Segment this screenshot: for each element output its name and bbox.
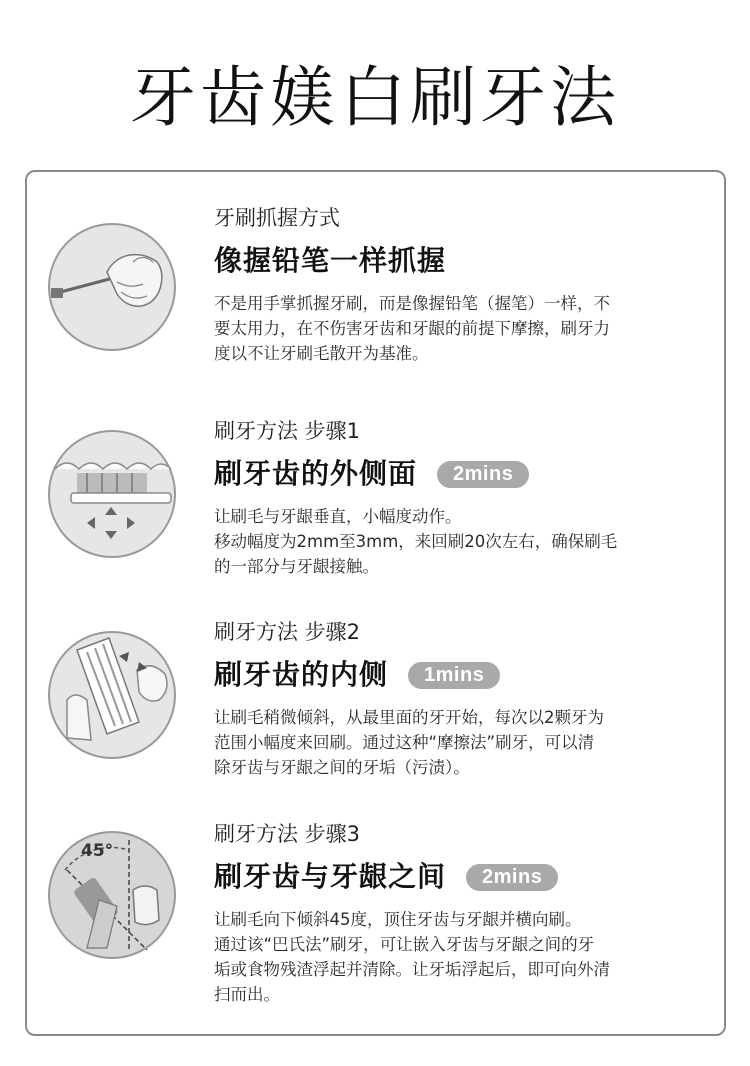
angle-label: 45° <box>81 841 114 861</box>
duration-badge: 1mins <box>408 662 500 689</box>
section-subtitle: 刷牙方法 步骤3 <box>214 822 361 846</box>
page-title: 牙齿媄白刷牙法 <box>130 59 620 136</box>
section-headline: 刷牙齿的外侧面 <box>214 457 418 490</box>
section-description: 让刷毛稍微倾斜，从最里面的牙开始，每次以2颗牙为 范围小幅度来回刷。通过这种“摩擦法”刷牙，可以清 除牙齿与牙龈之间的牙垢（污渍）。 <box>214 708 604 777</box>
inner-surface-brushing-icon <box>47 630 177 760</box>
section-headline: 刷牙齿与牙龈之间 <box>214 860 447 893</box>
duration-badge: 2mins <box>466 864 558 891</box>
outer-surface-brushing-icon <box>47 429 177 559</box>
section-description: 让刷毛向下倾斜45度，顶住牙齿与牙龈并横向刷。 通过该“巴氏法”刷牙，可让嵌入牙齿与牙龈之间的牙 垢或食物残渣浮起并清除。让牙垢浮起后，即可向外清 扫而出。 <box>214 910 610 1004</box>
duration-badge: 2mins <box>437 461 529 488</box>
content-card <box>25 170 726 1036</box>
section-headline: 刷牙齿的内侧 <box>214 658 389 691</box>
section-subtitle: 刷牙方法 步骤2 <box>214 620 361 644</box>
bass-method-45-icon <box>47 830 177 960</box>
section-headline: 像握铅笔一样抓握 <box>214 244 447 277</box>
pencil-grip-icon <box>47 222 177 352</box>
section-description: 不是用手掌抓握牙刷，而是像握铅笔（握笔）一样，不 要太用力，在不伤害牙齿和牙龈的前提下摩擦，刷牙力 度以不让牙刷毛散开为基准。 <box>214 294 610 363</box>
section-subtitle: 牙刷抓握方式 <box>214 206 340 230</box>
section-subtitle: 刷牙方法 步骤1 <box>214 419 361 443</box>
section-description: 让刷毛与牙龈垂直，小幅度动作。 移动幅度为2mm至3mm，来回刷20次左右，确保刷毛 的一部分与牙龈接触。 <box>214 507 618 576</box>
